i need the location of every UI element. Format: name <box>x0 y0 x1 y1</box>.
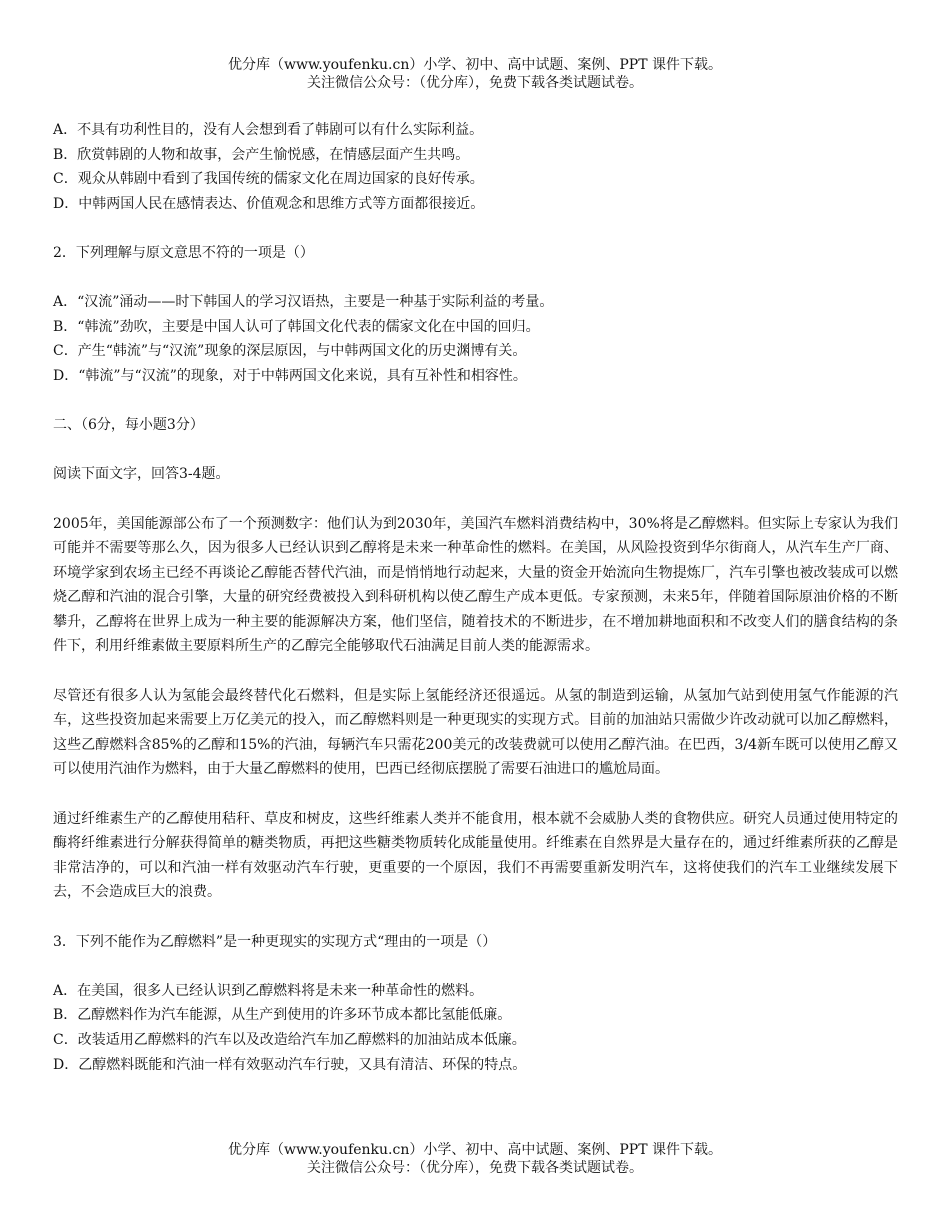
q2-option-c: C．产生“韩流”与“汉流”现象的深层原因，与中韩两国文化的历史渊博有关。 <box>53 343 527 360</box>
header-line-1: 优分库（www.youfenku.cn）小学、初中、高中试题、案例、PPT 课件下载。 <box>227 57 722 73</box>
q3-option-c: C．改装适用乙醇燃料的汽车以及改造给汽车加乙醇燃料的加油站成本低廉。 <box>53 1031 526 1048</box>
q3-option-d: D．乙醇燃料既能和汽油一样有效驱动汽车行驶，又具有清洁、环保的特点。 <box>53 1056 527 1073</box>
page-footer <box>0 1141 950 1177</box>
passage-paragraph-1: 2005年，美国能源部公布了一个预测数字：他们认为到2030年，美国汽车燃料消费结构中，30%将是乙醇燃料。但实际上专家认为我们可能并不需要等那么久，因为很多人已经认识到乙醇将是未来一种革命性的燃料。在美国，从风险投资到华尔街商人，从汽车生产厂商、环境学家到农场主已经不再谈论乙醇能否替代汽油，而是悄悄地行动起来，大量的资金开始流向生物提炼厂，汽车引擎也被改装成可以燃烧乙醇和汽油的混合引擎，大量的研究经费被投入到科研机构以使乙醇生产成本更低。专家预测，未来5年，伴随着国际原油价格的不断攀升，乙醇将在世界上成为一种主要的能源解决方案，他们坚信，随着技术的不断进步，在不增加耕地面积和不改变人们的膳食结构的条件下，利用纤维素做主要原料所生产的乙醇完全能够取代石油满足目前人类的能源需求。 <box>53 515 898 655</box>
q3-options <box>53 979 898 1077</box>
q1-option-b: B．欣赏韩剧的人物和故事，会产生愉悦感，在情感层面产生共鸣。 <box>53 146 470 163</box>
passage-paragraph-2: 尽管还有很多人认为氢能会最终替代化石燃料，但是实际上氢能经济还很遥远。从氢的制造到运输，从氢加气站到使用氢气作能源的汽车，这些投资加起来需要上万亿美元的投入，而乙醇燃料则是一种更现实的实现方式。目前的加油站只需做少许改动就可以加乙醇燃料，这些乙醇燃料含85%的乙醇和15%的汽油，每辆汽车只需花200美元的改装费就可以使用乙醇汽油。在巴西，3/4新车既可以使用乙醇又可以使用汽油作为燃料，由于大量乙醇燃料的使用，巴西已经彻底摆脱了需要石油进口的尴尬局面。 <box>53 687 898 778</box>
page-header <box>0 56 950 92</box>
q1-option-a: A．不具有功利性目的，没有人会想到看了韩剧可以有什么实际利益。 <box>53 122 484 138</box>
q2-option-b: B．“韩流”劲吹，主要是中国人认可了韩国文化代表的儒家文化在中国的回归。 <box>53 318 540 335</box>
header-line-2: 关注微信公众号：（优分库），免费下载各类试题试卷。 <box>307 75 643 91</box>
passage-paragraph-3: 通过纤维素生产的乙醇使用秸秆、草皮和树皮，这些纤维素人类并不能食用，根本就不会威胁人类的食物供应。研究人员通过使用特定的酶将纤维素进行分解获得简单的糖类物质，再把这些糖类物质转化成能量使用。纤维素在自然界是大量存在的，通过纤维素所获的乙醇是非常洁净的，可以和汽油一样有效驱动汽车行驶，更重要的一个原因，我们不再需要重新发明汽车，这将使我们的汽车工业继续发展下去，不会造成巨大的浪费。 <box>53 810 898 901</box>
section-heading: 二、（6分，每小题3分） <box>53 417 204 434</box>
q2-option-d: D．“韩流”与“汉流”的现象，对于中韩两国文化来说，具有互补性和相容性。 <box>53 367 527 384</box>
q3-option-b: B．乙醇燃料作为汽车能源，从生产到使用的许多环节成本都比氢能低廉。 <box>53 1007 512 1024</box>
footer-line-1: 优分库（www.youfenku.cn）小学、初中、高中试题、案例、PPT 课件下载。 <box>227 1142 722 1158</box>
q2-option-a: A．“汉流”涌动——时下韩国人的学习汉语热，主要是一种基于实际利益的考量。 <box>53 294 554 311</box>
q1-option-c: C．观众从韩剧中看到了我国传统的儒家文化在周边国家的良好传承。 <box>53 171 484 188</box>
footer-line-2: 关注微信公众号：（优分库），免费下载各类试题试卷。 <box>307 1160 643 1176</box>
reading-instruction: 阅读下面文字，回答3-4题。 <box>53 466 230 483</box>
q2-options <box>53 290 898 388</box>
q2-stem: 2．下列理解与原文意思不符的一项是（） <box>53 244 314 261</box>
q3-stem: 3．下列不能作为乙醇燃料”是一种更现实的实现方式“理由的一项是（） <box>53 933 497 950</box>
q1-option-d: D．中韩两国人民在感情表达、价值观念和思维方式等方面都很接近。 <box>53 195 485 212</box>
document-body <box>53 118 898 1077</box>
q1-options <box>53 118 898 216</box>
q3-option-a: A．在美国，很多人已经认识到乙醇燃料将是未来一种革命性的燃料。 <box>53 982 484 999</box>
